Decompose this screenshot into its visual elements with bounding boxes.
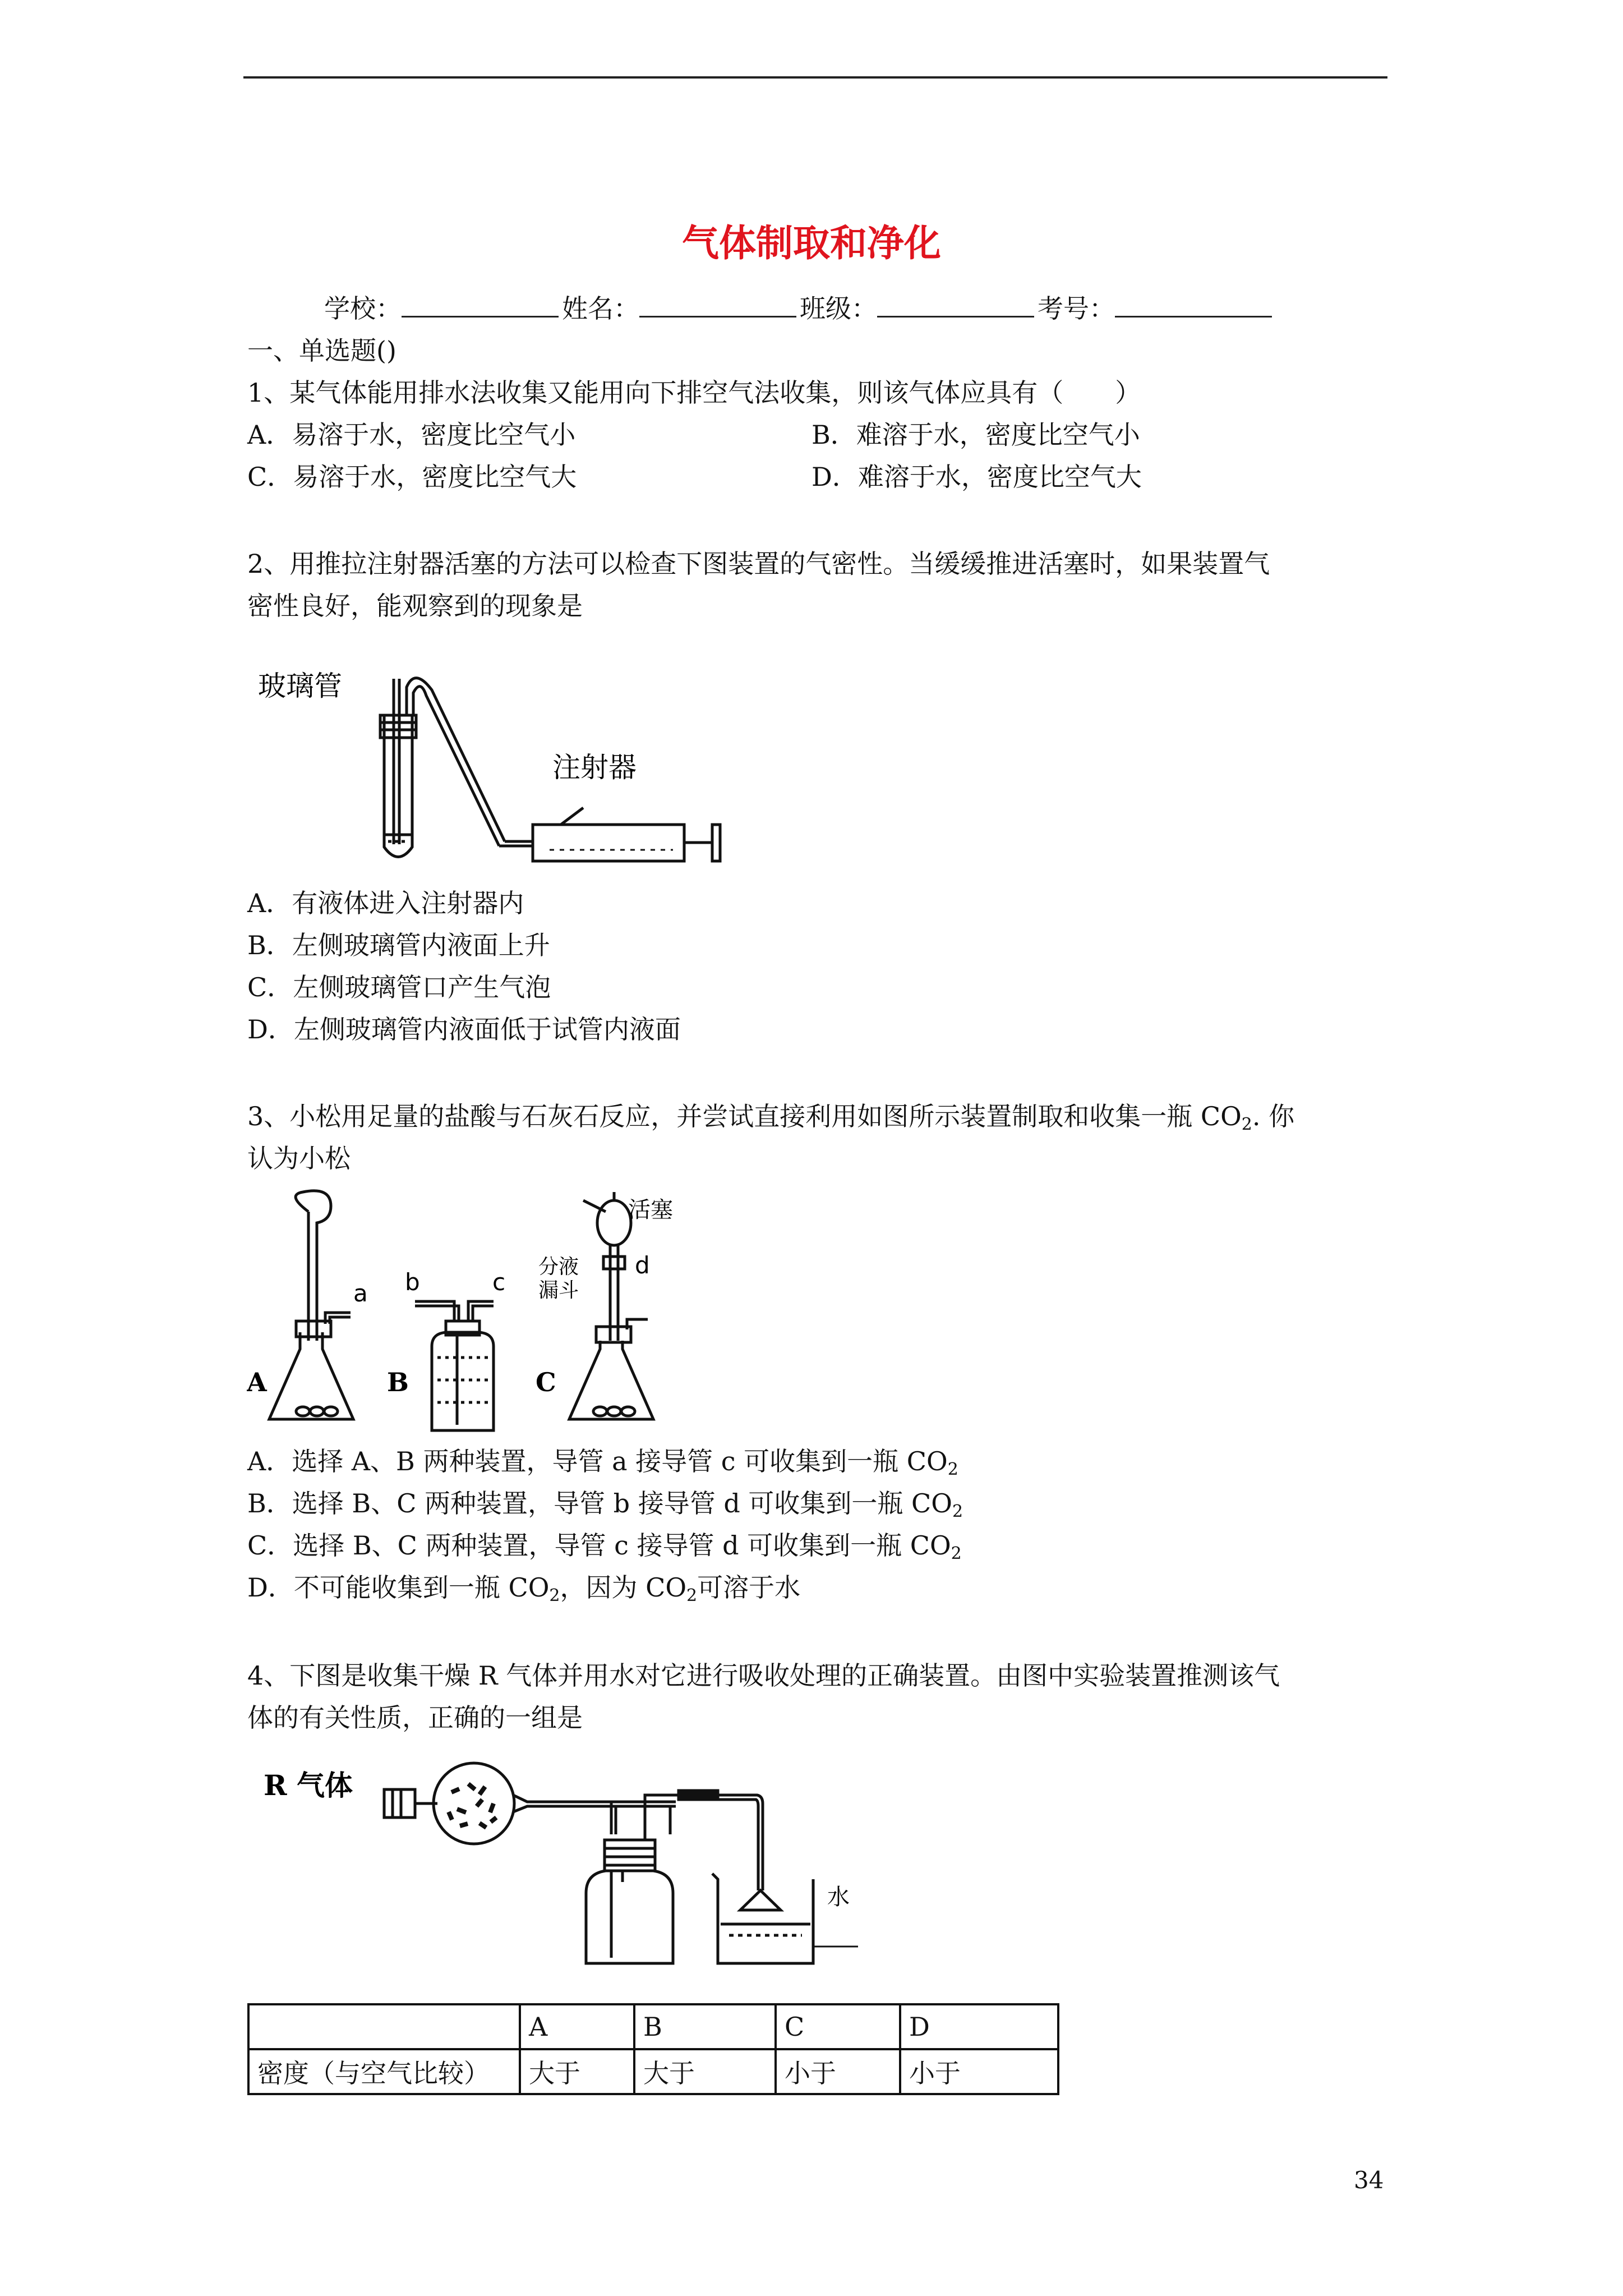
q3-option-d-sub1: 2 [549,1586,560,1605]
delivery-tube [407,678,505,841]
school-label: 学校： [324,293,402,324]
q3-option-c-text: C．选择 B、C 两种装置，导管 c 接导管 d 可收集到一瓶 CO [247,1530,951,1561]
q3-option-d-text3: 可溶于水 [697,1572,801,1603]
table-header-cell: D [900,2004,1058,2049]
table-header-cell: C [776,2004,900,2049]
q1-option-c: C．易溶于水，密度比空气大 [247,462,577,492]
q3-option-a-text: A．选择 A、B 两种装置，导管 a 接导管 c 可收集到一瓶 CO [247,1446,948,1476]
label-stopcock: 活塞 [628,1197,673,1223]
label-r-gas: R 气体 [264,1769,353,1802]
q2-stem-line1: 2、用推拉注射器活塞的方法可以检查下图装置的气密性。当缓缓推进活塞时，如果装置气 [247,549,1270,579]
flask-a [269,1332,353,1419]
table-header-cell [248,2004,520,2049]
outlet-tube [718,1795,763,1890]
table-cell: 小于 [776,2049,900,2094]
table-row [248,2049,1058,2094]
label-apparatus-c: C [536,1367,556,1397]
q3-apparatus-figure [247,1189,707,1436]
table-header-cell: B [634,2004,776,2049]
table-header-cell: A [520,2004,634,2049]
q2-option-d: D．左侧玻璃管内液面低于试管内液面 [247,1014,681,1045]
label-apparatus-a: A [247,1367,267,1397]
q4-stem-line2: 体的有关性质，正确的一组是 [247,1703,583,1733]
label-water: 水 [827,1884,850,1910]
q3-stem-sub: 2 [1241,1115,1252,1134]
label-funnel-2: 漏斗 [538,1279,579,1302]
label-c: c [492,1268,506,1296]
q2-stem-line2: 密性良好，能观察到的现象是 [247,591,583,621]
separatory-funnel [597,1200,631,1245]
q1-option-a: A．易溶于水，密度比空气小 [247,420,576,450]
label-d: d [635,1251,650,1279]
q4-options-table [247,2003,1059,2095]
q3-option-a-sub: 2 [947,1460,958,1479]
section-heading: 一、单选题() [247,335,396,366]
page-number: 34 [1354,2166,1384,2194]
q1-option-d: D．难溶于水，密度比空气大 [811,462,1142,492]
q3-stem-line1 [247,1099,1294,1133]
label-apparatus-b: B [387,1367,409,1397]
drying-tube-bulb [434,1763,514,1844]
stopcock [603,1257,625,1269]
header-rule [243,76,1387,79]
collecting-bottle [586,1871,673,1963]
class-label: 班级： [800,293,877,324]
q1-option-b: B．难溶于水，密度比空气小 [811,420,1140,450]
q3-option-d [247,1571,800,1604]
q3-option-b-text: B．选择 B、C 两种装置，导管 b 接导管 d 可收集到一瓶 CO [247,1488,952,1519]
q3-option-a [247,1444,958,1478]
label-b: b [405,1268,420,1296]
q1-stem: 1、某气体能用排水法收集又能用向下排空气法收集，则该气体应具有（ ） [247,378,1141,408]
q3-option-b-sub: 2 [952,1502,963,1521]
table-cell: 小于 [900,2049,1058,2094]
q3-stem-line2: 认为小松 [247,1143,351,1174]
q3-option-d-sub2: 2 [686,1586,698,1605]
name-label: 姓名： [562,293,639,324]
label-funnel-1: 分液 [538,1255,579,1278]
q3-option-c [247,1529,962,1562]
q3-option-d-text2: ，因为 CO [560,1572,687,1603]
q4-stem-line1: 4、下图是收集干燥 R 气体并用水对它进行吸收处理的正确装置。由图中实验装置推测该气 [247,1660,1280,1691]
label-syringe: 注射器 [552,751,637,784]
q2-option-b: B．左侧玻璃管内液面上升 [247,930,550,960]
q4-apparatus-figure [264,1761,892,1975]
q2-airtightness-figure [247,656,729,869]
q3-option-c-sub: 2 [951,1544,962,1563]
q3-option-b [247,1487,963,1520]
school-blank [402,293,559,318]
info-line [324,292,1275,325]
page-title: 气体制取和净化 [682,222,941,265]
table-cell: 大于 [634,2049,776,2094]
class-blank [877,293,1034,318]
inverted-funnel [740,1890,781,1910]
label-a: a [353,1280,368,1307]
table-cell: 密度（与空气比较） [248,2049,520,2094]
q3-stem-text: 3、小松用足量的盐酸与石灰石反应，并尝试直接利用如图所示装置制取和收集一瓶 CO [247,1101,1242,1131]
id-label: 考号： [1038,293,1115,324]
name-blank [639,293,796,318]
q2-option-c: C．左侧玻璃管口产生气泡 [247,972,551,1002]
label-glass-tube: 玻璃管 [258,670,342,702]
id-blank [1115,293,1272,318]
q2-option-a: A．有液体进入注射器内 [247,888,524,918]
syringe-barrel [533,825,684,861]
tube-b [415,1301,454,1321]
q3-stem-end: . 你 [1252,1101,1295,1131]
table-cell: 大于 [520,2049,634,2094]
table-header-row [248,2004,1058,2049]
q3-option-d-text1: D．不可能收集到一瓶 CO [247,1572,550,1603]
